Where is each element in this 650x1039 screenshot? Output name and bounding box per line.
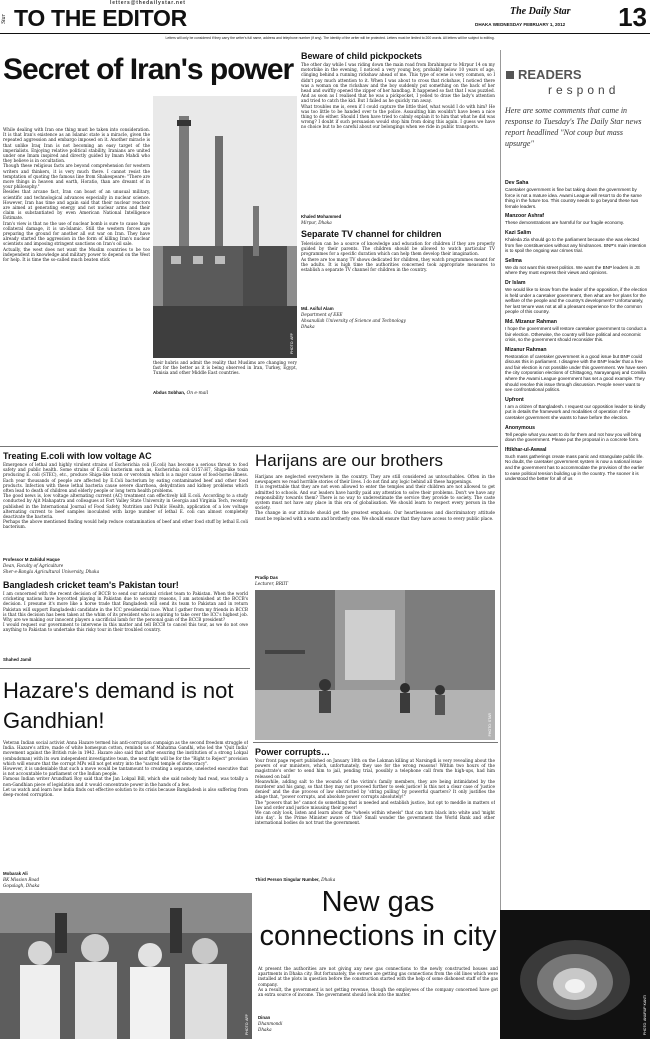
hazare-top-rule: [0, 668, 250, 669]
power-body: Your front page report published on January 18th on the Lokman killing at Narsingdi is very revealing about the powers of our ministers, which, unfortunately, they use for the wrong reasons! Within two hours of the magistrate's order to send him to jail, pending trial, possibly a telephone call from the high-ups, had him released on bail! Meanwhile, adding salt to the wounds of the victim's family members, they are being intimidated by the murderer and his gang, so that they may not proceed further to seek justice! Is this not a clear case of 'justice denied' and the due process of law obstructed by 'string pulling' by powerful quarters? It only justifies the adage that, "power corrupts, and absolute power corrupts absolutely!" The "powers that be" cannot do something that is needed and establish justice, but opt to meddle in matters of law and order and justice misusing their power! We can only look, listen and learn about the "wheels within wheels" that can turn black into white and 'might into day'. Is the Prime Minister aware of this? Small wonder the government the World Bank and other international bodies do not trust the government.: [255, 758, 495, 826]
reader-comment: Tell people what you want to do for them and not how you will bring down the government. Please put the proposal in a concrete form.: [505, 431, 642, 443]
power-signature-name: Third Person Singular Number,: [255, 877, 320, 882]
harijans-signature-sub: Lecturer, BRIIT: [255, 581, 288, 586]
paper-name: The Daily Star: [510, 6, 571, 17]
reader-comment: I am a citizen of Bangladesh. I request our opposition leader to kindly put in details the framework and modalities of operation of the caretaker government she wants to have before the election.: [505, 403, 646, 421]
email-address: letters@thedailystar.net: [110, 0, 186, 6]
readers-column-rule: [500, 50, 501, 910]
harijans-photo-credit: PHOTO: STAR: [488, 712, 492, 736]
power-headline: Power corrupts…: [255, 747, 331, 757]
reader-name: Kazi Salim: [505, 229, 531, 236]
gas-body: At present the authorities are not giving any new gas connections to the newly constructed houses and apartments in Dhaka city. But fortunately, the owners are getting gas connections from the old lines which were installed at the plots in question before the construction started with the help of some dishonest staff of the gas company. As a result, the government is not getting revenue, though the employees of the company concerned have got an extra source of income. The government should look into the matter.: [258, 966, 498, 998]
gas-signature-sub1: Dhanmondi: [258, 1021, 283, 1026]
harijans-body: Harijans are neglected everywhere in the country. They are still considered as untouchables. Often in the newspapers we read horrible stories of their lives. I do not find any logic behind all these happenings. It is regrettable that they are not even allowed to enter the temples and their children are not allowed to get admitted to schools. And our leaders have hardly paid any attention to solve their problems. Don't we have any responsibility towards them? There is no way to underestimate the service they provide to society. The caste system must not have any place in this era of globalisation. We should learn to respect every person in the society. The change in our attitude should get the greatest emphasis. Our heartlessness and discriminatory attitude must be replaced with a warm and brotherly one. We should ensure that they have access to every public place.: [255, 474, 495, 521]
reader-name: Dr Islam: [505, 279, 526, 286]
readers-title-word: READERS: [518, 68, 582, 82]
harijans-signature: Pradip Das: [255, 575, 278, 580]
reader-name: Anonymous: [505, 424, 535, 431]
readers-intro: Here are some comments that came in response to Tuesday's The Daily Star news report headlined "Not coup but mass upsurge": [505, 106, 642, 148]
reader-comment: We do not want this street politics. We want the BNP leaders in JS where they must express their views and opinions.: [505, 264, 640, 276]
reader-comment: We would like to know from the leader of the opposition, if the election is held under a caretaker government, then what are her plans for the welfare of the people and the country's development? Unfortunately, her last tenure was not at all a pleasant experience for the common people of this country.: [505, 286, 648, 315]
page-title: TO THE EDITOR: [14, 5, 187, 31]
reader-name: Manzoor Ashraf: [505, 213, 545, 220]
reader-comment: Such mass gatherings create mass panic and strangulate public life. No doubt, the caretaker government system is now a national issue and the government has to accommodate the provision of the earlier to ease political tension building up in the country. The sooner it is understood the better for all of us: [505, 453, 644, 482]
harijans-headline: Harijans are our brothers: [255, 451, 444, 470]
harijans-photo: [255, 590, 495, 740]
iran-body-col2: their hubris and admit the reality that Muslims are changing very fast for the better as it is being observed in Iran, Turkey, Egypt, Tunisia and other Middle East countries.: [153, 360, 297, 376]
tv-signature-sub2: Ahsanullah University of Science and Technology: [301, 318, 406, 323]
pickpockets-signature-sub: Mirpur, Dhaka: [301, 220, 332, 225]
masthead: [0, 0, 650, 44]
gas-flame-photo: [500, 910, 650, 1039]
iran-photo: [153, 96, 297, 358]
hazare-body: Veteran Indian social activist Anna Hazare termed his anti-corruption campaign as the second freedom struggle of India. Hazare's attire, made of white homespun cotton, reminds us of Mahatma Gandhi, who led the 'Quit India' movement against the British rule in 1942. Hazare also said that after ensuring the institution of a strong Lokpal (ombudsman) with its own independent investigative team, the next fight will be for the "Right to Reject" provision which will ensure that the corrupt MPs will not get entry into the "sacred temple of democracy". However, it is undeniable that such a move would be tantamount to creating a separate, unelected executive that is not accountable to parliament or the Indian people. Famous Indian writer Arundhati Roy said that the Jan Lokpal Bill, which she said nobody had read, was totally a non-Gandhian piece of legislation and it would concentrate power in the hands of a few. Let us watch and learn how India finds out effective solution to its crisis because Bangladesh is also suffering from deep-rooted corruption.: [3, 740, 248, 798]
ecoli-body: Emergence of lethal and highly virulent strains of Escherichia coli (E.coli) has become a serious threat to food safety and public health. Some strains of E.coli bacterium such as, Escherichia coli O157:H7, Shiga-like toxin producing E. coli (STEC), etc., produce Shiga-like toxin or verotoxin which is a major cause of food-borne illness. Each year thousands of people are affected by E.Coli bacterium by eating contaminated beef and other food products. Infection with these lethal bacteria cause severe diarrhoea, dehydration and kidney problems which often lead to death of children and elderly people or long term health problems. The good news is, low voltage alternating current (AC) treatment can effectively kill E.coli. According to a study conducted by Ajit Mahapatra and colleagues at Fort Valley State University in Georgia and Virginia Tech, recently published in the International Journal of Food Safety, Nutrition and Public Health, application of a low voltage alternating current to beef samples inoculated with large number of lethal E. coli can almost completely deactivate the bacteria. Perhaps the above mentioned finding would help reduce contamination of beef and other food stuff by lethal E.coli bacterium.: [3, 462, 248, 530]
hazare-signature-sub1: BK Mission Road: [3, 877, 40, 882]
power-signature: [255, 877, 495, 884]
cricket-headline: Bangladesh cricket team's Pakistan tour!: [3, 580, 179, 590]
page-number: 13: [618, 3, 647, 31]
readers-square-icon: [506, 71, 514, 79]
readers-subtitle-word: respond: [548, 83, 620, 97]
letters-note: Letters will only be considered if they carry the writer's full name, address and telephone number (if any). The identity of the writer will be protected. Letters must be limited to 200 words. All letters will be subject to editing.: [165, 36, 495, 40]
reader-comment: I hope the government will restore caretaker government to conduct a fair election. Otherwise, the country will face political and economic crisis, so the government should reconsider this.: [505, 325, 647, 343]
reader-comment: Restoration of caretaker government is a good issue but BNP could discuss this in parliament. I disagree with the BNP leader that a free and fair election is not possible under this government. We have seen the city corporation elections of Chittagong, Narayanganj and Comilla where the Awami League government has set a good example. They should resolve this issue through discussion. People never want to see confrontational politics.: [505, 353, 647, 393]
reader-name: Mizanur Rahman: [505, 346, 547, 353]
iran-headline: Secret of Iran's power: [3, 53, 294, 86]
hazare-photo: [0, 893, 252, 1039]
reader-name: Upfront: [505, 396, 524, 403]
cricket-body: I am concerned with the recent decision of BCCB to send our national cricket team to Pakistan. When the world cricketing nations have boycotted playing in Pakistan due to security reasons, I am astonished at the BCCB's decision. I presume it's more like a horse trade that Bangladesh will send its team to Pakistan and in return Pakistan will support Bangladeshi candidate in the ICC presidential race. What I gather from my friends in BCCB is that this decision has been taken at the whim of its president who is aspiring to take over the ICC's highest job. Why are we making our innocent players a sacrificial lamb for the personal gain of the BCCB president? I would request our government to intervene in this matter and tell BCCB to cancel this tour, as we do not owe anything to Pakistan to undertake this risky tour in their troubled country.: [3, 591, 248, 633]
hazare-signature-sub2: Gopalagh, Dhaka: [3, 883, 40, 888]
reader-name: Iftikhar-ul-Awwal: [505, 446, 547, 453]
hazare-headline: Hazare's demand is not Gandhian!: [3, 678, 234, 733]
cricket-signature: Shahed Jamil: [3, 657, 32, 662]
reader-name: Md. Mizanur Rahman: [505, 318, 557, 325]
gas-signature: Dinan: [258, 1015, 271, 1020]
ecoli-signature-sub2: Sher-e-Bangla Agricultural University, Dhaka: [3, 569, 100, 574]
masthead-rule: [0, 33, 650, 34]
power-signature-sub: Dhaka: [321, 878, 336, 883]
reader-comment: Caretaker government is fine but taking down the government by force is not a mature idea. Awami League will resort to do the same thing in the future too. This country needs to go beyond these two female leaders.: [505, 187, 642, 209]
gas-signature-sub2: Dhaka: [258, 1027, 272, 1032]
tv-signature: Md. Asiful Alam: [301, 306, 334, 311]
dateline: DHAKA WEDNESDAY FEBRUARY 1, 2012: [475, 22, 566, 27]
ecoli-signature: Professor M Zahidul Haque: [3, 557, 60, 562]
hazare-signature: Mobarak Ali: [3, 871, 28, 876]
ecoli-signature-sub1: Dean, Faculty of Agriculture: [3, 563, 64, 568]
reader-comment: Khaleda Zia should go to the parliament because she was elected from five constituencies without any hindrances. BNP's main intention is to spoil the ongoing war crimes trial.: [505, 236, 647, 254]
iran-body-col1: While dealing with Iran one thing must be taken into consideration. It is that Iran's existence as an Islamic state is a miracle, given the repeated aggression and embargo imposed on it. Another miracle is that unlike Iraq Iran is not becoming an easy target of the imperialists. Enjoying relative political stability, Iranians are united under one Imam inspired and directly guided by Imam Mahdi who they believe is in occultation. Though these religious facts are beyond comprehension for western writers and thinkers, it is very much there. I cannot resist the temptation of quoting the famous line from Shakespeare: "There are more things in heaven and earth, Horatio, than are dreamt of in your philosophy." Besides that arcane fact, Iran can boast of an unusual military, scientific and technological advances especially in nuclear science. However, Iran has time and again said that their nuclear reactors are aimed at generating energy and not nuclear arms and their claim is substantiated by even American National Intelligence Estimate. Iran's view is that no the use of nuclear bomb is sure to cause huge collateral damage, it is un-Islamic. Still the western forces are preparing the ground for another all out war on Iran. They have already started the aggression in the form of killing Iran's nuclear scientists and imposing stringent sanctions on Iran's oil sale. Actually, the west does not want the Muslim countries to be too independent in knowledge and military power to depend on the West for help. It is time the so-called much beaten stick: [3, 127, 150, 263]
tv-headline: Separate TV channel for children: [301, 229, 442, 239]
power-top-rule: [253, 742, 498, 743]
pickpockets-headline: Beware of child pickpockets: [301, 51, 423, 61]
pickpockets-signature: Khaled Mohammed: [301, 214, 342, 219]
iran-photo-credit: PHOTO: AFP: [290, 333, 294, 354]
reader-comment: These demonstrations are harmful for our fragile economy.: [505, 220, 625, 226]
tv-signature-sub1: Department of EEE: [301, 312, 343, 317]
readers-list: [505, 176, 648, 1036]
tv-body: Television can be a source of knowledge and education for children if they are properly guided by their parents. The children should be allowed to watch particular TV programmes for a specific duration which can help them develop their imagination. As there are too many TV shows dedicated for children, they watch programmes meant for the adults. It is high time the authorities concerned took appropriate measures to establish a separate TV channel for children in the country.: [301, 241, 495, 273]
readers-title: [504, 68, 648, 100]
ecoli-headline: Treating E.coli with low voltage AC: [3, 451, 152, 461]
reader-name: Sellma: [505, 257, 522, 264]
iran-signature-name: Abdus Sobhan,: [153, 390, 186, 395]
mid-rule: [0, 446, 498, 447]
hazare-photo-credit: PHOTO: AFP: [245, 1014, 249, 1035]
section-word: Star: [1, 13, 7, 24]
reader-name: Dev Saha: [505, 180, 529, 186]
tv-signature-sub3: Dhaka: [301, 324, 315, 329]
gas-headline: New gas connections in city: [259, 886, 497, 952]
pickpockets-body: The other day while I was riding down the main road from Ibrahimpur to Mirpur 14 on my motorbike in the evening, I noticed a very young boy, probably below 10 years of age, clinging behind a running rickshaw ahead of me. This type of scene is very common, so I didn't pay much attention to it. When I was about to cross that rickshaw, I noticed there was a woman on the rickshaw and the boy suddenly put something on the back of her head and swiftly opened the zipper of her handbag. It happened so fast that I was puzzled. And as soon as I realised that he was a pickpocket, I yelled to draw the lady's attention and tried to catch the kid. But I failed as he quickly ran away. What troubles me is, even if I could capture the little thief, what would I do with him? He was too little to be handed over to the police. Assaulting him wouldn't have been a nice thing to do either. Should I then have tried to calmly explain it to him that what he did was wrong? I doubt if such persuasion would stop him from doing this again. I guess we have no choice but to be careful about our belongings when we ride in public transports.: [301, 62, 495, 130]
gas-photo-credit: PHOTO: ANURUP KANTI: [643, 994, 647, 1035]
iran-signature-sub: On e-mail: [186, 391, 209, 396]
iran-signature: [153, 390, 297, 397]
